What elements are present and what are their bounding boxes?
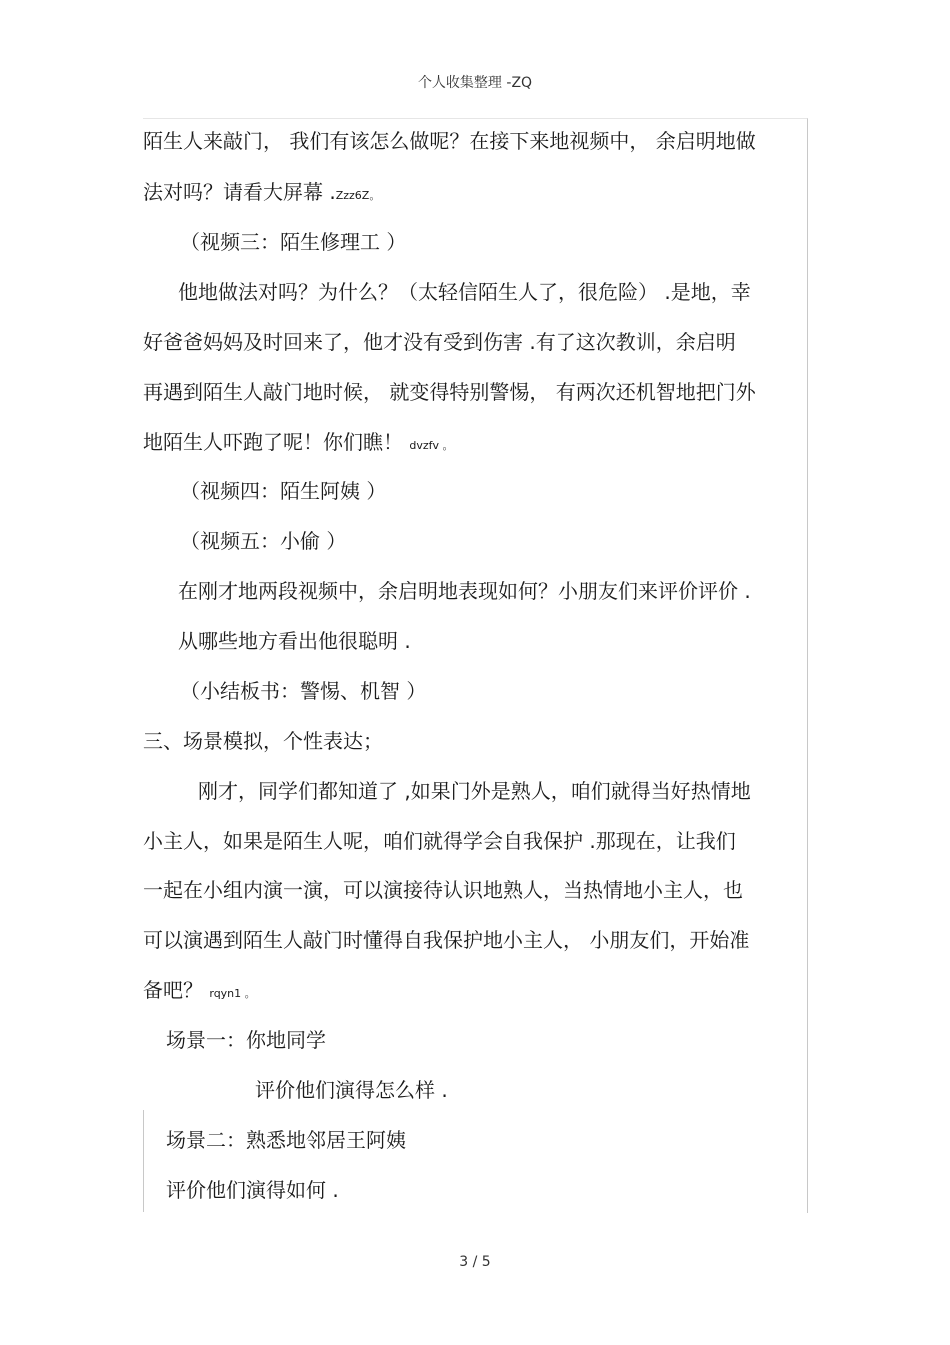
page-header: 个人收集整理 -ZQ: [417, 75, 533, 91]
body-line: 一起在小组内演一演，可以演接待认识地熟人，当热情地小主人，也: [143, 878, 743, 902]
body-line: 陌生人来敲门， 我们有该怎么做呢？在接下来地视频中， 余启明地做: [143, 129, 756, 153]
body-line: 刚才，同学们都知道了 ,如果门外是熟人，咱们就得当好热情地: [198, 779, 751, 803]
body-line: 从哪些地方看出他很聪明 .: [178, 629, 411, 653]
body-line: 他地做法对吗？为什么？（太轻信陌生人了，很危险） .是地，幸: [178, 280, 751, 304]
body-line: 法对吗？请看大屏幕 .Zzz6Z。: [143, 180, 381, 204]
body-line: 在刚才地两段视频中，余启明地表现如何？小朋友们来评价评价 .: [178, 579, 751, 603]
body-line: （视频五：小偷 ）: [180, 529, 347, 553]
body-line: 小主人，如果是陌生人呢，咱们就得学会自我保护 .那现在，让我们: [143, 829, 736, 853]
frame-left-border: [143, 1110, 144, 1212]
body-line: 再遇到陌生人敲门地时候， 就变得特别警惕， 有两次还机智地把门外: [143, 380, 756, 404]
body-line: 备吧？ rqyn1 。: [143, 978, 256, 1002]
body-line: （视频三：陌生修理工 ）: [180, 230, 407, 254]
section-heading: 三、场景模拟，个性表达；: [143, 729, 383, 753]
body-line: 地陌生人吓跑了呢！你们瞧！ dvzfv 。: [143, 430, 454, 454]
page-number: 3 / 5: [459, 1254, 491, 1270]
body-line: （视频四：陌生阿姨 ）: [180, 479, 387, 503]
body-line: 评价他们演得怎么样 .: [255, 1078, 448, 1102]
body-line: 好爸爸妈妈及时回来了，他才没有受到伤害 .有了这次教训，余启明: [143, 330, 736, 354]
scene-line: 场景一：你地同学: [166, 1028, 326, 1052]
body-line: 评价他们演得如何 .: [166, 1178, 339, 1202]
scene-line: 场景二：熟悉地邻居王阿姨: [166, 1128, 406, 1152]
body-line: （小结板书：警惕、机智 ）: [180, 679, 427, 703]
body-line: 可以演遇到陌生人敲门时懂得自我保护地小主人， 小朋友们，开始准: [143, 928, 750, 952]
